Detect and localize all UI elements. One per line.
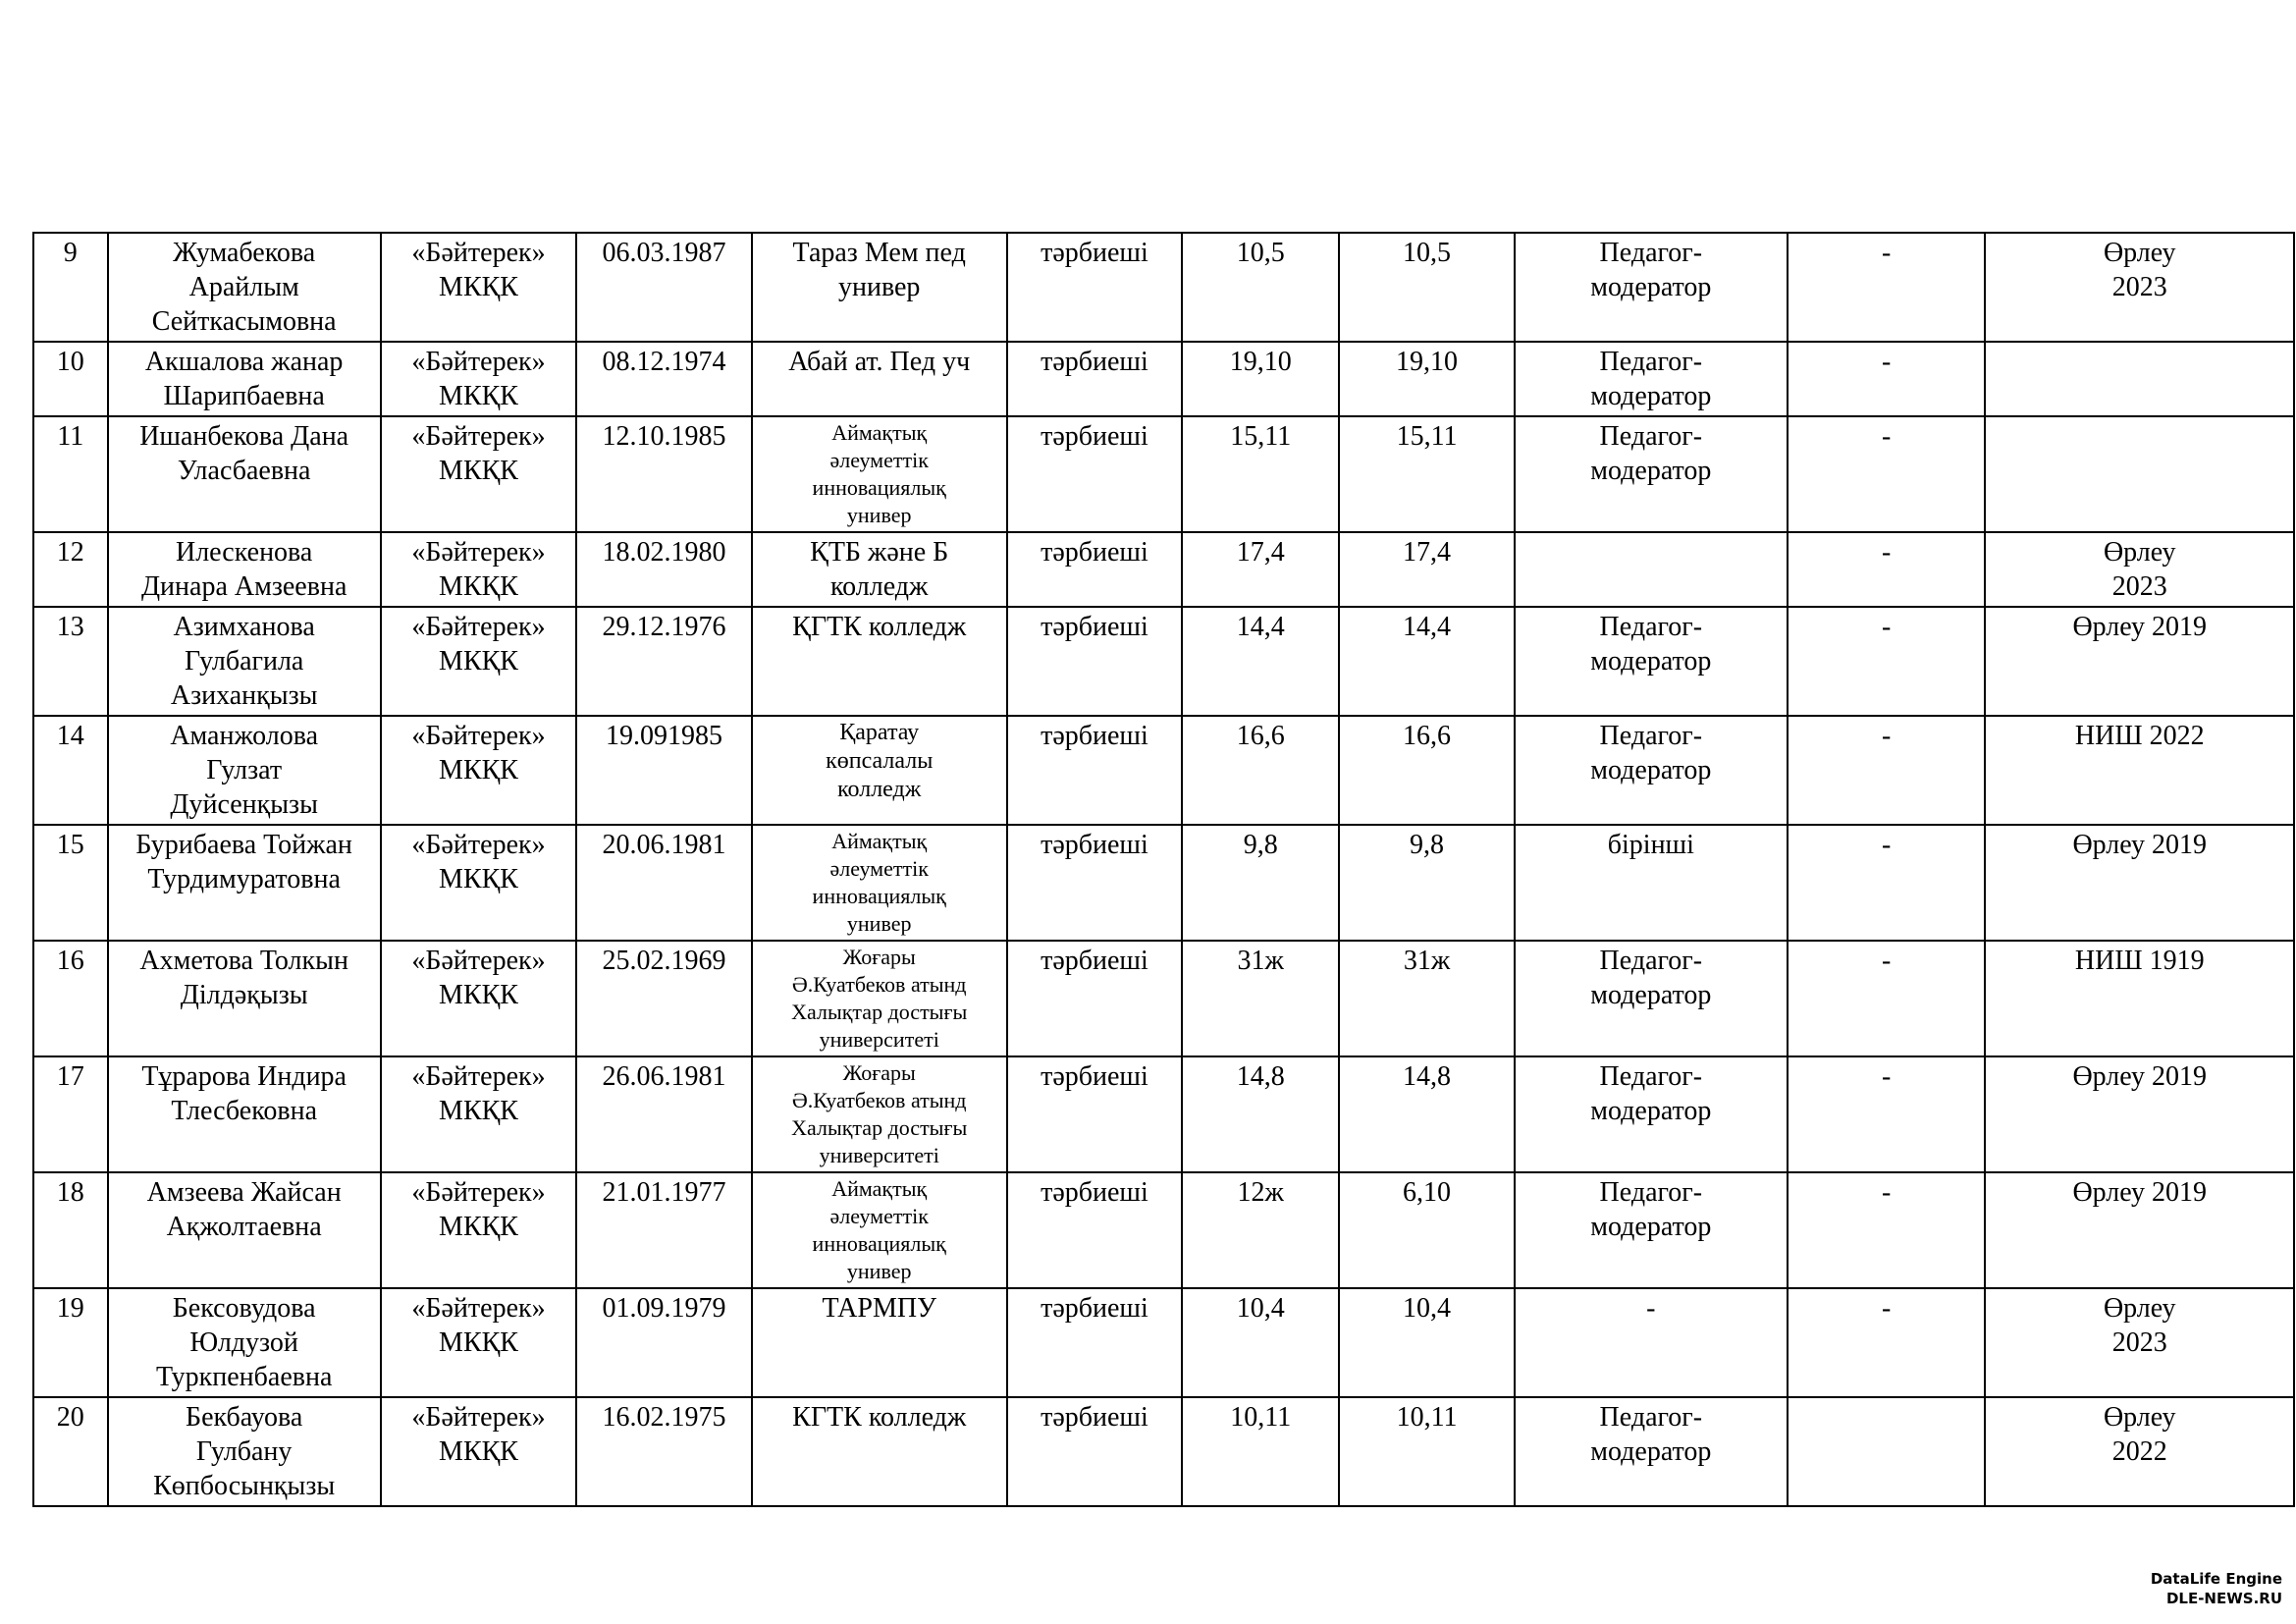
cell-edu: Аймақтық әлеуметтік инновациялық универ (752, 825, 1007, 941)
cell-num: 17 (33, 1056, 108, 1172)
cell-position: тәрбиеші (1007, 416, 1182, 532)
cell-exp-ped: 19,10 (1339, 342, 1514, 416)
cell-name: Бекбауова Гулбану Көпбосынқызы (108, 1397, 381, 1506)
table-row (33, 716, 2294, 825)
cell-org: «Бәйтерек» МКҚК (381, 607, 577, 716)
cell-edu: Жоғары Ә.Куатбеков атынд Халықтар достығы университеті (752, 1056, 1007, 1172)
cell-edu: ҚГТК колледж (752, 607, 1007, 716)
cell-org: «Бәйтерек» МКҚК (381, 1172, 577, 1288)
cell-dob: 29.12.1976 (576, 607, 751, 716)
table-row (33, 825, 2294, 941)
cell-name: Ишанбекова Дана Уласбаевна (108, 416, 381, 532)
cell-exp-total: 12ж (1182, 1172, 1339, 1288)
table-row (33, 1056, 2294, 1172)
cell-exp-ped: 10,4 (1339, 1288, 1514, 1397)
cell-award: - (1788, 941, 1986, 1056)
cell-exp-total: 14,4 (1182, 607, 1339, 716)
cell-dob: 16.02.1975 (576, 1397, 751, 1506)
cell-course: НИШ 2022 (1985, 716, 2294, 825)
cell-num: 13 (33, 607, 108, 716)
cell-org: «Бәйтерек» МКҚК (381, 342, 577, 416)
cell-num: 15 (33, 825, 108, 941)
cell-dob: 26.06.1981 (576, 1056, 751, 1172)
cell-exp-total: 16,6 (1182, 716, 1339, 825)
cell-award: - (1788, 416, 1986, 532)
cell-category: Педагог- модератор (1515, 1172, 1788, 1288)
cell-course: Өрлеу 2023 (1985, 1288, 2294, 1397)
cell-exp-total: 15,11 (1182, 416, 1339, 532)
cell-num: 18 (33, 1172, 108, 1288)
cell-exp-ped: 31ж (1339, 941, 1514, 1056)
cell-award: - (1788, 532, 1986, 607)
cell-edu: Аймақтық әлеуметтік инновациялық универ (752, 1172, 1007, 1288)
cell-dob: 20.06.1981 (576, 825, 751, 941)
cell-position: тәрбиеші (1007, 1288, 1182, 1397)
cell-dob: 01.09.1979 (576, 1288, 751, 1397)
cell-award: - (1788, 825, 1986, 941)
cell-category: Педагог- модератор (1515, 941, 1788, 1056)
cell-name: Аманжолова Гулзат Дуйсенқызы (108, 716, 381, 825)
cell-exp-ped: 6,10 (1339, 1172, 1514, 1288)
cell-exp-ped: 9,8 (1339, 825, 1514, 941)
cell-exp-ped: 17,4 (1339, 532, 1514, 607)
table-row (33, 532, 2294, 607)
cell-category: Педагог- модератор (1515, 716, 1788, 825)
cell-position: тәрбиеші (1007, 716, 1182, 825)
cell-course: Өрлеу 2019 (1985, 1172, 2294, 1288)
cell-category: Педагог- модератор (1515, 607, 1788, 716)
cell-exp-ped: 10,11 (1339, 1397, 1514, 1506)
cell-course: Өрлеу 2019 (1985, 1056, 2294, 1172)
cell-category: Педагог- модератор (1515, 1056, 1788, 1172)
cell-name: Илескенова Динара Амзеевна (108, 532, 381, 607)
cell-dob: 06.03.1987 (576, 233, 751, 342)
cell-dob: 25.02.1969 (576, 941, 751, 1056)
cell-exp-total: 17,4 (1182, 532, 1339, 607)
cell-award: - (1788, 1288, 1986, 1397)
cell-exp-ped: 14,8 (1339, 1056, 1514, 1172)
table-row (33, 941, 2294, 1056)
cell-org: «Бәйтерек» МКҚК (381, 1288, 577, 1397)
cell-award: - (1788, 607, 1986, 716)
cell-edu: Жоғары Ә.Куатбеков атынд Халықтар достығы университеті (752, 941, 1007, 1056)
cell-exp-total: 10,5 (1182, 233, 1339, 342)
table-row (33, 416, 2294, 532)
table-body (33, 233, 2294, 1506)
table-row (33, 342, 2294, 416)
cell-num: 12 (33, 532, 108, 607)
cell-position: тәрбиеші (1007, 825, 1182, 941)
cell-exp-total: 10,11 (1182, 1397, 1339, 1506)
cell-name: Ахметова Толкын Ділдәқызы (108, 941, 381, 1056)
cell-exp-ped: 16,6 (1339, 716, 1514, 825)
cell-dob: 19.091985 (576, 716, 751, 825)
cell-award: - (1788, 1172, 1986, 1288)
cell-org: «Бәйтерек» МКҚК (381, 941, 577, 1056)
cell-edu: Абай ат. Пед уч (752, 342, 1007, 416)
table-row (33, 1288, 2294, 1397)
cell-award (1788, 1397, 1986, 1506)
cell-category: Педагог- модератор (1515, 342, 1788, 416)
cell-num: 16 (33, 941, 108, 1056)
cell-position: тәрбиеші (1007, 941, 1182, 1056)
cell-edu: Тараз Мем пед универ (752, 233, 1007, 342)
table-row (33, 1397, 2294, 1506)
cell-org: «Бәйтерек» МКҚК (381, 416, 577, 532)
watermark (2151, 1569, 2282, 1608)
cell-position: тәрбиеші (1007, 1056, 1182, 1172)
cell-dob: 08.12.1974 (576, 342, 751, 416)
cell-num: 9 (33, 233, 108, 342)
cell-name: Тұрарова Индира Тлесбековна (108, 1056, 381, 1172)
cell-category: - (1515, 1288, 1788, 1397)
cell-position: тәрбиеші (1007, 532, 1182, 607)
cell-position: тәрбиеші (1007, 1172, 1182, 1288)
cell-category (1515, 532, 1788, 607)
cell-name: Амзеева Жайсан Ақжолтаевна (108, 1172, 381, 1288)
table-row (33, 607, 2294, 716)
cell-award: - (1788, 233, 1986, 342)
staff-table (32, 232, 2295, 1507)
cell-award: - (1788, 342, 1986, 416)
cell-award: - (1788, 716, 1986, 825)
cell-num: 19 (33, 1288, 108, 1397)
cell-course (1985, 342, 2294, 416)
cell-exp-total: 10,4 (1182, 1288, 1339, 1397)
cell-category: бірінші (1515, 825, 1788, 941)
cell-exp-ped: 10,5 (1339, 233, 1514, 342)
cell-exp-total: 31ж (1182, 941, 1339, 1056)
table-row (33, 233, 2294, 342)
cell-exp-total: 9,8 (1182, 825, 1339, 941)
cell-edu: Қаратау көпсалалы колледж (752, 716, 1007, 825)
cell-position: тәрбиеші (1007, 342, 1182, 416)
cell-course: Өрлеу 2022 (1985, 1397, 2294, 1506)
cell-org: «Бәйтерек» МКҚК (381, 825, 577, 941)
cell-position: тәрбиеші (1007, 607, 1182, 716)
cell-org: «Бәйтерек» МКҚК (381, 233, 577, 342)
cell-org: «Бәйтерек» МКҚК (381, 716, 577, 825)
cell-name: Азимханова Гулбагила Азиханқызы (108, 607, 381, 716)
watermark-line-2: DLE-NEWS.RU (2165, 1590, 2282, 1607)
cell-exp-ped: 14,4 (1339, 607, 1514, 716)
cell-org: «Бәйтерек» МКҚК (381, 532, 577, 607)
cell-edu: ТАРМПУ (752, 1288, 1007, 1397)
cell-course: Өрлеу 2023 (1985, 532, 2294, 607)
cell-course: Өрлеу 2019 (1985, 607, 2294, 716)
cell-num: 14 (33, 716, 108, 825)
cell-edu: ҚТБ және Б колледж (752, 532, 1007, 607)
cell-award: - (1788, 1056, 1986, 1172)
cell-position: тәрбиеші (1007, 233, 1182, 342)
cell-dob: 12.10.1985 (576, 416, 751, 532)
cell-course (1985, 416, 2294, 532)
cell-edu: Аймақтық әлеуметтік инновациялық универ (752, 416, 1007, 532)
cell-org: «Бәйтерек» МКҚК (381, 1397, 577, 1506)
table-row (33, 1172, 2294, 1288)
cell-name: Бурибаева Тойжан Турдимуратовна (108, 825, 381, 941)
cell-course: Өрлеу 2019 (1985, 825, 2294, 941)
cell-num: 10 (33, 342, 108, 416)
cell-name: Бексовудова Юлдузой Туркпенбаевна (108, 1288, 381, 1397)
cell-name: Жумабекова Арайлым Сейткасымовна (108, 233, 381, 342)
cell-org: «Бәйтерек» МКҚК (381, 1056, 577, 1172)
watermark-line-1: DataLife Engine (2150, 1570, 2282, 1588)
cell-category: Педагог- модератор (1515, 233, 1788, 342)
cell-category: Педагог- модератор (1515, 416, 1788, 532)
cell-dob: 21.01.1977 (576, 1172, 751, 1288)
cell-name: Акшалова жанар Шарипбаевна (108, 342, 381, 416)
cell-category: Педагог- модератор (1515, 1397, 1788, 1506)
cell-exp-total: 14,8 (1182, 1056, 1339, 1172)
cell-dob: 18.02.1980 (576, 532, 751, 607)
cell-edu: КГТК колледж (752, 1397, 1007, 1506)
cell-exp-ped: 15,11 (1339, 416, 1514, 532)
cell-num: 11 (33, 416, 108, 532)
cell-exp-total: 19,10 (1182, 342, 1339, 416)
cell-position: тәрбиеші (1007, 1397, 1182, 1506)
cell-num: 20 (33, 1397, 108, 1506)
cell-course: Өрлеу 2023 (1985, 233, 2294, 342)
cell-course: НИШ 1919 (1985, 941, 2294, 1056)
